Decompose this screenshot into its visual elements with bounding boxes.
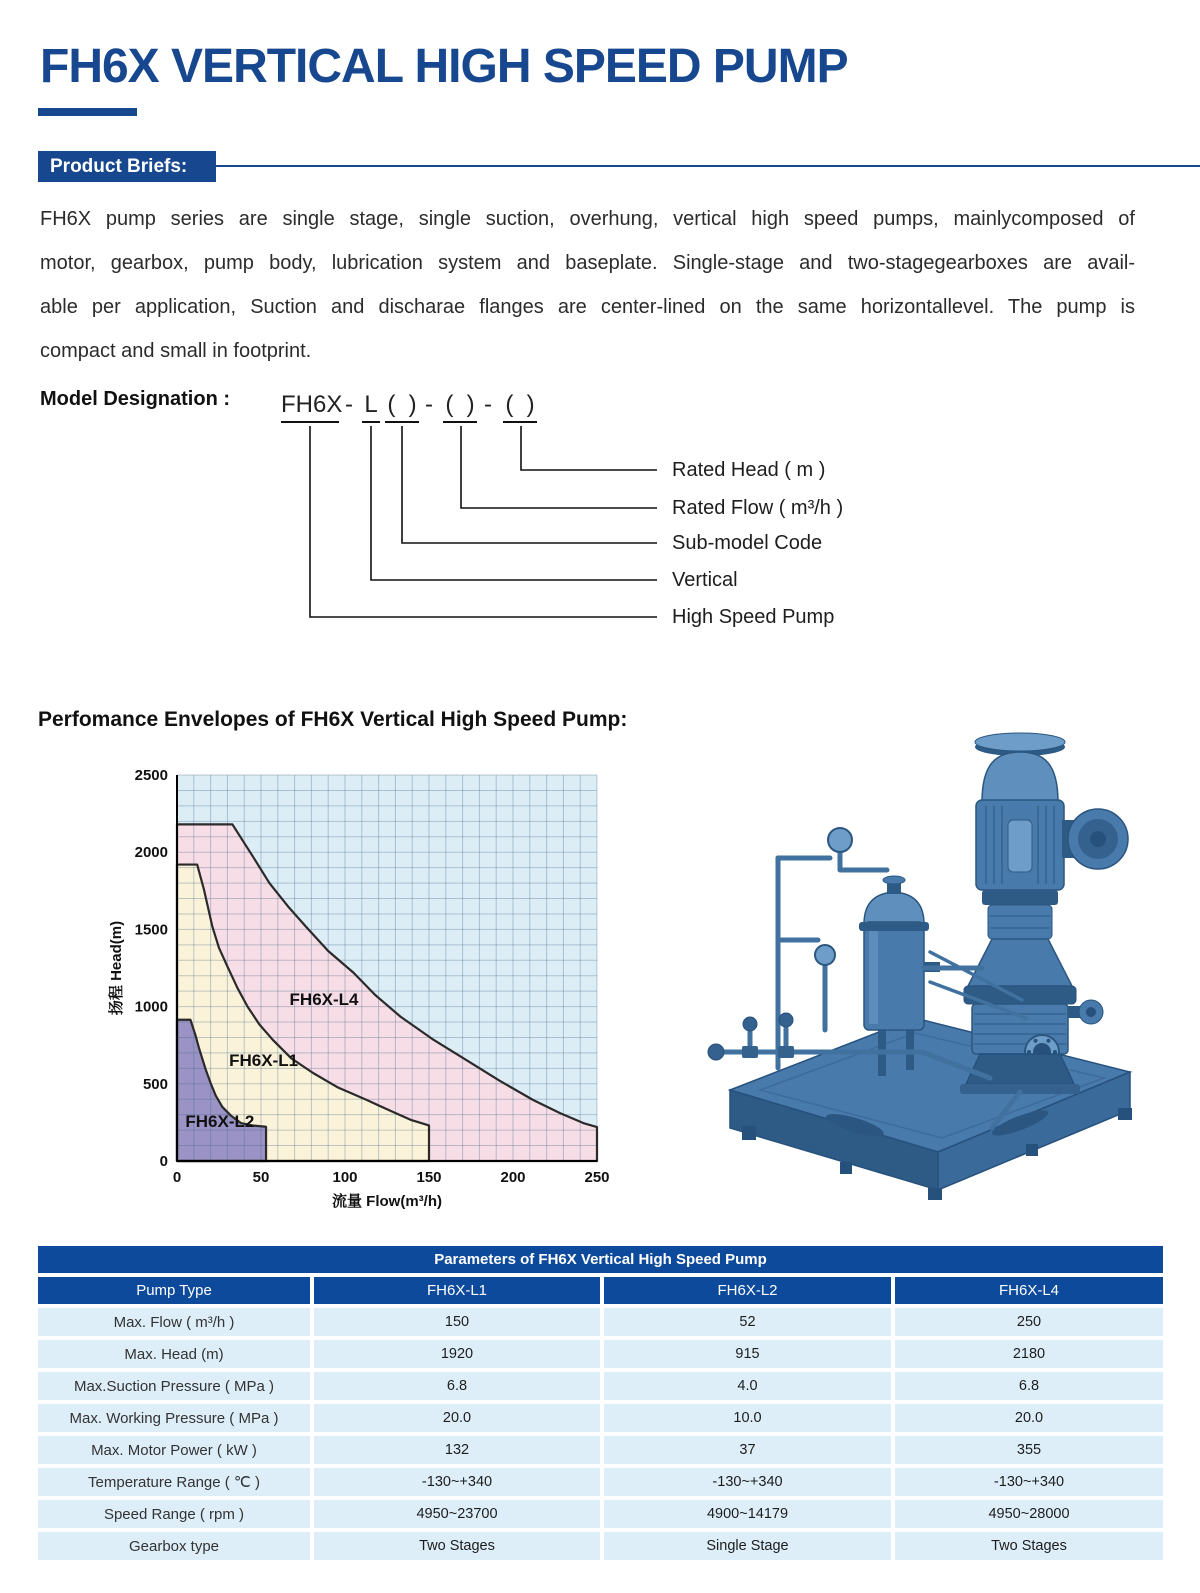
product-briefs-rule <box>216 165 1200 167</box>
table-value-cell: 20.0 <box>314 1404 600 1432</box>
model-code-part: FH6X <box>281 390 339 423</box>
callout-label: Vertical <box>672 569 738 591</box>
table-value-cell: 1920 <box>314 1340 600 1368</box>
y-tick-label: 1000 <box>134 998 168 1016</box>
briefs-line: motor, gearbox, pump body, lubrication system and baseplate. Single-stage and two-stagegearboxes are avail- <box>40 252 1135 274</box>
y-tick-label: 1500 <box>134 921 168 939</box>
envelope-label-FH6X-L2: FH6X-L2 <box>185 1112 255 1132</box>
table-title: Parameters of FH6X Vertical High Speed Pump <box>38 1246 1163 1273</box>
callout-label: Sub-model Code <box>672 532 823 554</box>
x-tick-label: 250 <box>584 1169 610 1186</box>
x-axis-label: 流量 Flow(m³/h) <box>332 1193 442 1210</box>
table-row-label: Max.Suction Pressure ( MPa ) <box>38 1372 310 1400</box>
page-title: FH6X VERTICAL HIGH SPEED PUMP <box>40 40 848 93</box>
briefs-line: compact and small in footprint. <box>40 340 312 362</box>
table-value-cell: 4950~28000 <box>895 1500 1163 1528</box>
table-value-cell: Two Stages <box>895 1532 1163 1560</box>
table-value-cell: 132 <box>314 1436 600 1464</box>
table-value-cell: 6.8 <box>895 1372 1163 1400</box>
envelope-label-FH6X-L4: FH6X-L4 <box>289 989 359 1009</box>
table-value-cell: 10.0 <box>604 1404 891 1432</box>
table-value-cell: Single Stage <box>604 1532 891 1560</box>
table-value-cell: 20.0 <box>895 1404 1163 1432</box>
table-value-cell: 150 <box>314 1308 600 1336</box>
table-value-cell: 4900~14179 <box>604 1500 891 1528</box>
y-tick-label: 0 <box>159 1153 168 1170</box>
table-value-cell: -130~+340 <box>895 1468 1163 1496</box>
table-row-label: Max. Working Pressure ( MPa ) <box>38 1404 310 1432</box>
model-code-part: L <box>362 390 380 423</box>
model-code-part: ( ) <box>385 390 419 423</box>
x-tick-label: 150 <box>416 1169 442 1186</box>
product-briefs-label <box>38 151 216 182</box>
y-tick-label: 2000 <box>134 844 168 862</box>
model-code-part: ( ) <box>443 390 477 423</box>
motor-dome <box>982 752 1058 802</box>
callout-connector <box>461 426 657 508</box>
table-row-label: Temperature Range ( ℃ ) <box>38 1468 310 1496</box>
callout-label: High Speed Pump <box>672 606 835 628</box>
performance-envelope-chart <box>105 748 620 1210</box>
table-row-label: Speed Range ( rpm ) <box>38 1500 310 1528</box>
callout-connector <box>310 426 657 617</box>
table-row-label: Gearbox type <box>38 1532 310 1560</box>
callout-connector <box>521 426 657 470</box>
callout-label: Rated Flow ( m³/h ) <box>672 497 844 519</box>
table-value-cell: 52 <box>604 1308 891 1336</box>
table-header-cell: FH6X-L2 <box>604 1277 891 1304</box>
x-tick-label: 50 <box>252 1169 270 1186</box>
briefs-line: able per application, Suction and discharae flanges are center-lined on the same horizontallevel. The pump is <box>40 296 1135 318</box>
callout-connector <box>402 426 657 543</box>
table-value-cell: 355 <box>895 1436 1163 1464</box>
y-tick-label: 2500 <box>134 767 168 784</box>
table-header-cell: FH6X-L1 <box>314 1277 600 1304</box>
pump-illustration <box>690 700 1160 1200</box>
callout-connector <box>371 426 657 580</box>
pressure-gauge <box>828 828 852 852</box>
model-code-part: - <box>484 391 492 418</box>
x-tick-label: 0 <box>172 1169 182 1186</box>
x-tick-label: 200 <box>500 1169 526 1186</box>
y-axis-label: 扬程 Head(m) <box>108 920 125 1016</box>
product-briefs-paragraph <box>40 197 1135 373</box>
table-row-label: Max. Flow ( m³/h ) <box>38 1308 310 1336</box>
gearbox <box>988 905 1052 939</box>
model-code-part: - <box>345 391 353 418</box>
model-code-part: ( ) <box>503 390 537 423</box>
performance-heading: Perfomance Envelopes of FH6X Vertical High Speed Pump: <box>38 708 628 731</box>
table-row-label: Max. Head (m) <box>38 1340 310 1368</box>
parameters-table <box>38 1246 1163 1560</box>
table-value-cell: 4950~23700 <box>314 1500 600 1528</box>
pressure-gauge <box>815 945 835 965</box>
table-value-cell: 2180 <box>895 1340 1163 1368</box>
table-value-cell: Two Stages <box>314 1532 600 1560</box>
pump-pedestal <box>966 1054 1074 1084</box>
y-tick-label: 500 <box>142 1075 168 1093</box>
table-row-label: Max. Motor Power ( kW ) <box>38 1436 310 1464</box>
table-value-cell: -130~+340 <box>604 1468 891 1496</box>
product-briefs-label-text: Product Briefs: <box>50 155 188 177</box>
table-value-cell: 6.8 <box>314 1372 600 1400</box>
baseplate <box>730 1018 1132 1200</box>
envelope-label-FH6X-L1: FH6X-L1 <box>229 1050 299 1070</box>
model-designation-label: Model Designation : <box>40 388 230 410</box>
briefs-line: FH6X pump series are single stage, single suction, overhung, vertical high speed pumps, mainlycomposed of <box>40 208 1135 230</box>
table-value-cell: -130~+340 <box>314 1468 600 1496</box>
title-underline-bar <box>38 108 137 116</box>
table-header-cell: FH6X-L4 <box>895 1277 1163 1304</box>
callout-label: Rated Head ( m ) <box>672 459 826 481</box>
table-value-cell: 915 <box>604 1340 891 1368</box>
table-value-cell: 37 <box>604 1436 891 1464</box>
model-code-part: - <box>425 391 433 418</box>
table-value-cell: 250 <box>895 1308 1163 1336</box>
pressure-gauges <box>815 828 852 965</box>
table-value-cell: 4.0 <box>604 1372 891 1400</box>
x-tick-label: 100 <box>332 1169 358 1186</box>
table-header-cell: Pump Type <box>38 1277 310 1304</box>
pump-unit <box>960 733 1128 1094</box>
